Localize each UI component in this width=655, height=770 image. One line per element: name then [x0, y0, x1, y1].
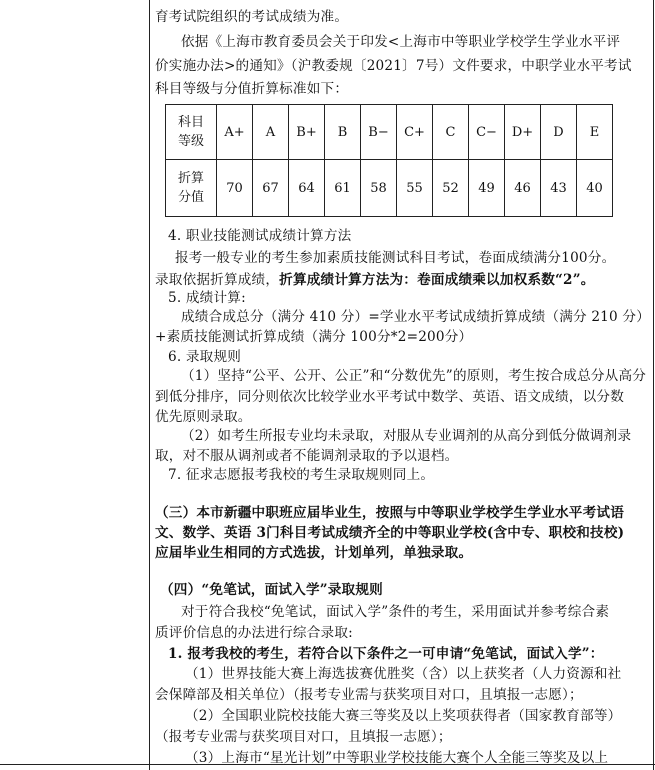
text-line: 5. 成绩计算: — [168, 290, 246, 306]
score-cell: 61 — [325, 160, 361, 217]
text-span-bold: 折算成绩计算方法为：卷面成绩乘以加权系数“2”。 — [279, 272, 595, 288]
score-cell: 46 — [505, 160, 541, 217]
header-label-subject: 科目 — [177, 115, 204, 130]
grade-cell: B− — [361, 105, 397, 160]
grade-cell: B+ — [289, 105, 325, 160]
text-line: 取，对不服从调剂或者不能调剂录取的予以退档。 — [155, 448, 459, 464]
table-header-cell — [166, 105, 217, 160]
text-line: 4. 职业技能测试成绩计算方法 — [168, 228, 352, 244]
text-line: 育考试院组织的考试成绩为准。 — [155, 9, 349, 25]
grade-cell: D — [541, 105, 577, 160]
grade-cell: E — [577, 105, 613, 160]
table-row — [166, 105, 613, 160]
section-heading: （四）“免笔试，面试入学”录取规则 — [160, 582, 383, 598]
header-label-convert: 折算 — [177, 171, 204, 186]
text-line: 优先原则录取。 — [155, 409, 252, 425]
text-line: +素质技能测试折算成绩（满分 100分*2=200分） — [155, 329, 473, 345]
text-line: 对于符合我校“免笔试，面试入学”条件的考生，采用面试并参考综合素 — [181, 604, 610, 620]
text-line: 价实施办法>的通知》（沪教委规〔2021〕7号）文件要求，中职学业水平考试 — [155, 58, 632, 74]
score-cell: 67 — [253, 160, 289, 217]
text-line: （2）全国职业院校技能大赛三等奖及以上奖项获得者（国家教育部等） — [185, 708, 622, 724]
grade-score-table — [165, 104, 613, 217]
text-line: 会保障部及相关单位）（报考专业需与获奖项目对口，且填报一志愿）； — [155, 687, 583, 703]
text-line: 6. 录取规则 — [168, 349, 242, 365]
score-cell: 49 — [469, 160, 505, 217]
text-line — [155, 268, 595, 288]
header-label-grade: 等级 — [177, 134, 204, 149]
table-row — [166, 160, 613, 217]
text-line: 质评价信息的办法进行综合录取: — [155, 625, 353, 641]
grade-cell: C− — [469, 105, 505, 160]
header-label-value: 分值 — [177, 190, 204, 205]
grade-cell: A+ — [217, 105, 253, 160]
text-line: 依据《上海市教育委员会关于印发<上海市中等职业学校学生学业水平评 — [181, 34, 621, 50]
grade-cell: C+ — [397, 105, 433, 160]
table-border-right — [653, 0, 654, 770]
text-line: 科目等级与分值折算标准如下： — [155, 81, 349, 97]
text-line: 7. 征求志愿报考我校的考生录取规则同上。 — [168, 467, 435, 483]
grade-cell: B — [325, 105, 361, 160]
table-border-left — [149, 0, 150, 770]
grade-cell: A — [253, 105, 289, 160]
score-cell: 43 — [541, 160, 577, 217]
score-cell: 40 — [577, 160, 613, 217]
text-line: （1）世界技能大赛上海选拔赛优胜奖（含）以上获奖者（人力资源和社 — [185, 666, 622, 682]
text-line-bold: 文、数学、英语 3门科目考试成绩齐全的中等职业学校(含中专、职校和技校) — [155, 525, 625, 541]
text-line: 成绩合成总分（满分 410 分）=学业水平考试成绩折算成绩（满分 210 分） — [181, 309, 650, 325]
text-span: 录取依据折算成绩， — [155, 272, 280, 288]
text-line-bold: 应届毕业生相同的方式选拔，计划单列，单独录取。 — [155, 545, 473, 561]
text-line: （报考专业需与获奖项目对口，且填报一志愿）； — [155, 729, 452, 745]
text-line-bold: （三）本市新疆中职班应届毕业生，按照与中等职业学校学生学业水平考试语 — [155, 505, 624, 521]
score-cell: 70 — [217, 160, 253, 217]
grade-cell: D+ — [505, 105, 541, 160]
score-cell: 55 — [397, 160, 433, 217]
score-cell: 64 — [289, 160, 325, 217]
score-cell: 58 — [361, 160, 397, 217]
text-line-bold: 1. 报考我校的考生，若符合以下条件之一可申请“免笔试，面试入学”： — [168, 646, 604, 662]
text-line: 到低分排序，同分则依次比较学业水平考试中数学、英语、语文成绩，以分数 — [155, 389, 624, 405]
grade-cell: C — [433, 105, 469, 160]
text-line: （3）上海市“星光计划”中等职业学校技能大赛个人全能三等奖及以上 — [185, 750, 609, 766]
text-line: （2）如考生所报专业均未录取，对服从专业调剂的从高分到低分做调剂录 — [181, 428, 632, 444]
text-line: （1）坚持“公平、公开、公正”和“分数优先”的原则，考生按合成总分从高分 — [181, 368, 647, 384]
text-line: 报考一般专业的考生参加素质技能测试科目考试，卷面成绩满分100分。 — [175, 250, 616, 266]
table-header-cell — [166, 160, 217, 217]
score-cell: 52 — [433, 160, 469, 217]
